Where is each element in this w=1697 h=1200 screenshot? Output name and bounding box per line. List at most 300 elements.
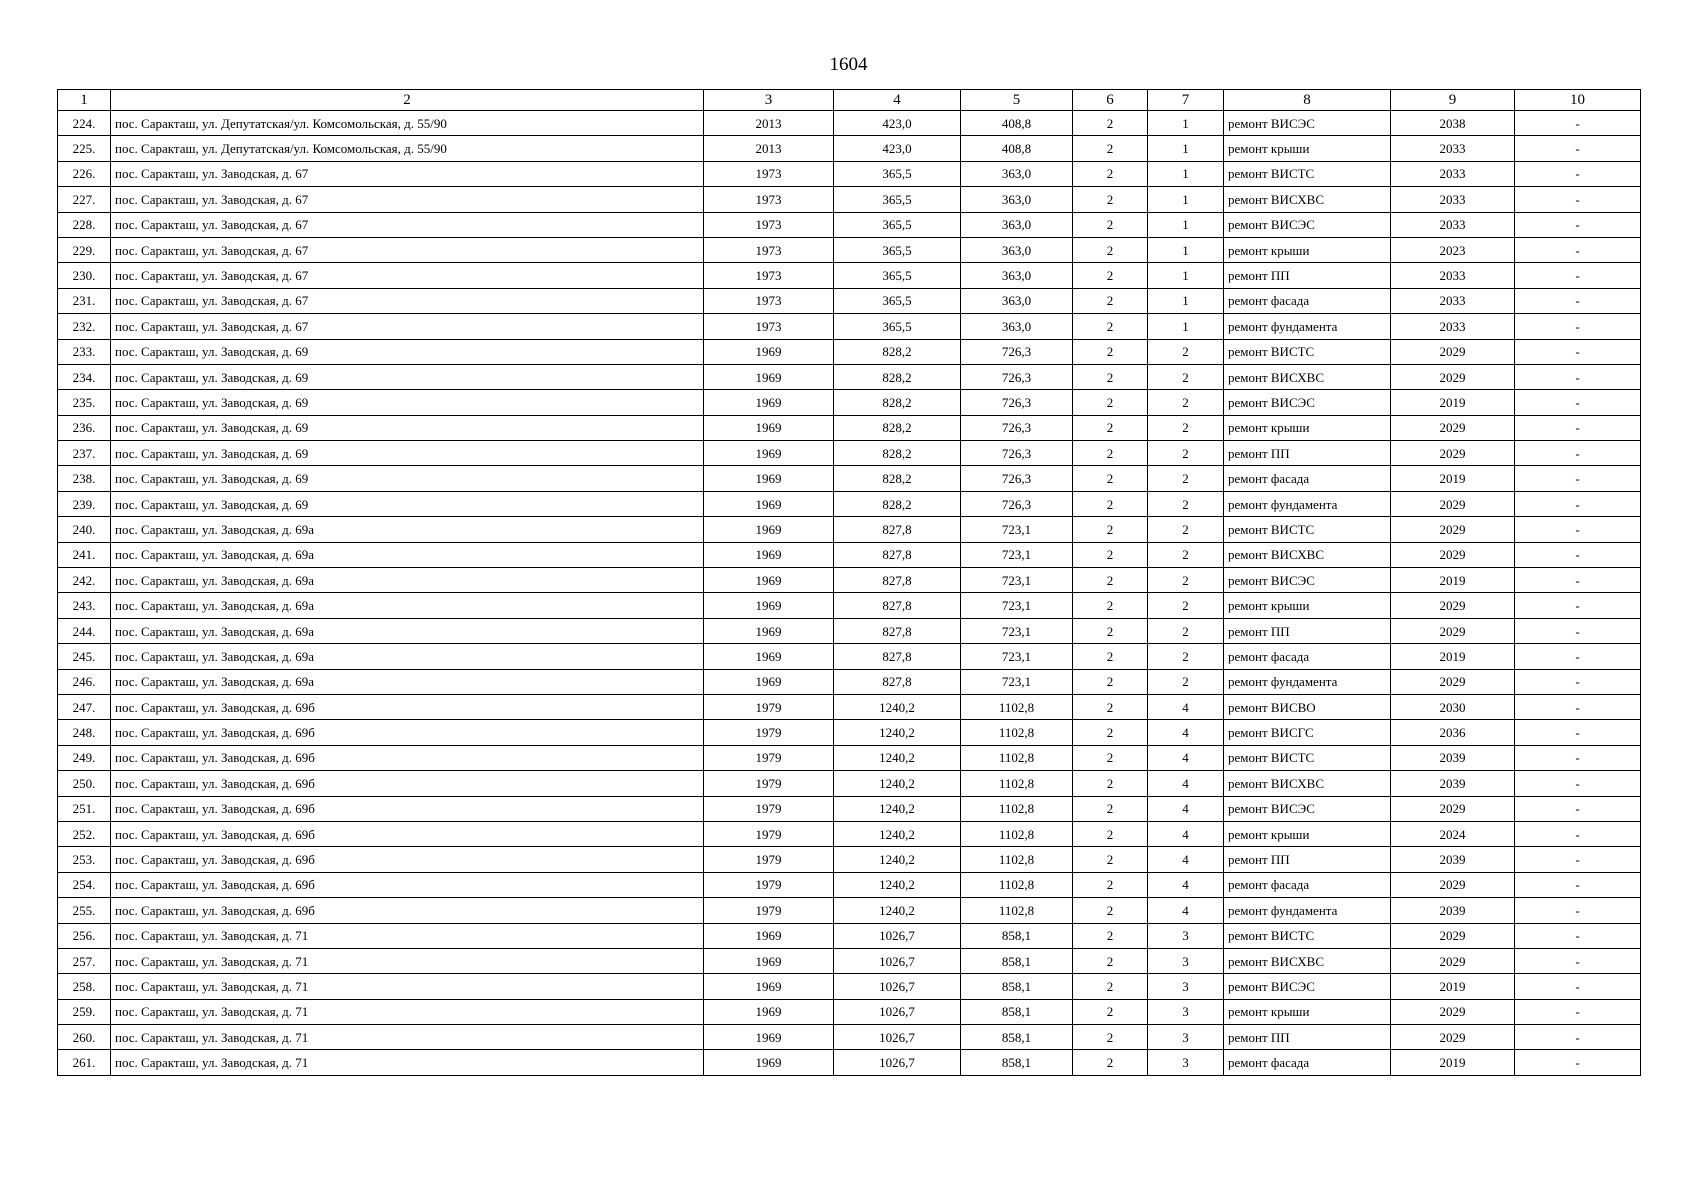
work-type-cell: ремонт ВИСТС bbox=[1224, 161, 1391, 186]
table-row bbox=[58, 517, 1641, 542]
entrances-cell: 4 bbox=[1148, 796, 1224, 821]
planned-year-cell: 2030 bbox=[1391, 694, 1515, 719]
living-area-cell: 408,8 bbox=[961, 111, 1073, 136]
address-cell: пос. Саракташ, ул. Заводская, д. 69 bbox=[111, 441, 704, 466]
living-area-cell: 1102,8 bbox=[961, 771, 1073, 796]
row-number: 259. bbox=[58, 999, 111, 1024]
table-row bbox=[58, 212, 1641, 237]
total-area-cell: 365,5 bbox=[834, 288, 961, 313]
address-cell: пос. Саракташ, ул. Заводская, д. 67 bbox=[111, 187, 704, 212]
work-type-cell: ремонт ВИСВО bbox=[1224, 694, 1391, 719]
year-cell: 2013 bbox=[704, 111, 834, 136]
total-area-cell: 828,2 bbox=[834, 491, 961, 516]
entrances-cell: 2 bbox=[1148, 466, 1224, 491]
table-row bbox=[58, 491, 1641, 516]
work-type-cell: ремонт фасада bbox=[1224, 1050, 1391, 1075]
total-area-cell: 365,5 bbox=[834, 161, 961, 186]
note-cell: - bbox=[1515, 720, 1641, 745]
entrances-cell: 2 bbox=[1148, 339, 1224, 364]
note-cell: - bbox=[1515, 542, 1641, 567]
year-cell: 1969 bbox=[704, 1050, 834, 1075]
entrances-cell: 4 bbox=[1148, 771, 1224, 796]
table-row bbox=[58, 669, 1641, 694]
planned-year-cell: 2019 bbox=[1391, 568, 1515, 593]
planned-year-cell: 2033 bbox=[1391, 288, 1515, 313]
entrances-cell: 2 bbox=[1148, 491, 1224, 516]
living-area-cell: 363,0 bbox=[961, 314, 1073, 339]
row-number: 225. bbox=[58, 136, 111, 161]
year-cell: 1969 bbox=[704, 466, 834, 491]
row-number: 228. bbox=[58, 212, 111, 237]
table-row bbox=[58, 288, 1641, 313]
floors-cell: 2 bbox=[1073, 111, 1148, 136]
total-area-cell: 1026,7 bbox=[834, 1025, 961, 1050]
row-number: 243. bbox=[58, 593, 111, 618]
living-area-cell: 858,1 bbox=[961, 1050, 1073, 1075]
address-cell: пос. Саракташ, ул. Заводская, д. 71 bbox=[111, 1050, 704, 1075]
table-body bbox=[58, 111, 1641, 1076]
floors-cell: 2 bbox=[1073, 974, 1148, 999]
year-cell: 1969 bbox=[704, 491, 834, 516]
note-cell: - bbox=[1515, 466, 1641, 491]
address-cell: пос. Саракташ, ул. Заводская, д. 71 bbox=[111, 999, 704, 1024]
work-type-cell: ремонт ВИСЭС bbox=[1224, 796, 1391, 821]
year-cell: 1973 bbox=[704, 288, 834, 313]
work-type-cell: ремонт ВИСТС bbox=[1224, 745, 1391, 770]
note-cell: - bbox=[1515, 948, 1641, 973]
floors-cell: 2 bbox=[1073, 542, 1148, 567]
planned-year-cell: 2033 bbox=[1391, 263, 1515, 288]
floors-cell: 2 bbox=[1073, 187, 1148, 212]
entrances-cell: 2 bbox=[1148, 644, 1224, 669]
floors-cell: 2 bbox=[1073, 771, 1148, 796]
total-area-cell: 365,5 bbox=[834, 263, 961, 288]
column-header: 1 bbox=[58, 90, 111, 111]
planned-year-cell: 2029 bbox=[1391, 517, 1515, 542]
planned-year-cell: 2024 bbox=[1391, 821, 1515, 846]
address-cell: пос. Саракташ, ул. Заводская, д. 69 bbox=[111, 415, 704, 440]
floors-cell: 2 bbox=[1073, 517, 1148, 542]
table-row bbox=[58, 694, 1641, 719]
floors-cell: 2 bbox=[1073, 263, 1148, 288]
table-row bbox=[58, 720, 1641, 745]
planned-year-cell: 2033 bbox=[1391, 314, 1515, 339]
note-cell: - bbox=[1515, 364, 1641, 389]
planned-year-cell: 2029 bbox=[1391, 593, 1515, 618]
table-row bbox=[58, 187, 1641, 212]
address-cell: пос. Саракташ, ул. Заводская, д. 69а bbox=[111, 618, 704, 643]
address-cell: пос. Саракташ, ул. Заводская, д. 69а bbox=[111, 542, 704, 567]
floors-cell: 2 bbox=[1073, 847, 1148, 872]
work-type-cell: ремонт фундамента bbox=[1224, 669, 1391, 694]
year-cell: 1969 bbox=[704, 923, 834, 948]
total-area-cell: 827,8 bbox=[834, 618, 961, 643]
total-area-cell: 827,8 bbox=[834, 542, 961, 567]
year-cell: 1979 bbox=[704, 872, 834, 897]
planned-year-cell: 2023 bbox=[1391, 237, 1515, 262]
floors-cell: 2 bbox=[1073, 948, 1148, 973]
work-type-cell: ремонт ПП bbox=[1224, 263, 1391, 288]
planned-year-cell: 2019 bbox=[1391, 1050, 1515, 1075]
column-header: 4 bbox=[834, 90, 961, 111]
year-cell: 1973 bbox=[704, 237, 834, 262]
table-row bbox=[58, 999, 1641, 1024]
table-row bbox=[58, 974, 1641, 999]
table-row bbox=[58, 364, 1641, 389]
year-cell: 1969 bbox=[704, 593, 834, 618]
work-type-cell: ремонт фасада bbox=[1224, 872, 1391, 897]
work-type-cell: ремонт ВИСЭС bbox=[1224, 111, 1391, 136]
living-area-cell: 723,1 bbox=[961, 568, 1073, 593]
entrances-cell: 2 bbox=[1148, 568, 1224, 593]
column-header: 8 bbox=[1224, 90, 1391, 111]
total-area-cell: 1026,7 bbox=[834, 974, 961, 999]
address-cell: пос. Саракташ, ул. Заводская, д. 67 bbox=[111, 161, 704, 186]
entrances-cell: 2 bbox=[1148, 415, 1224, 440]
entrances-cell: 4 bbox=[1148, 694, 1224, 719]
floors-cell: 2 bbox=[1073, 212, 1148, 237]
row-number: 227. bbox=[58, 187, 111, 212]
row-number: 231. bbox=[58, 288, 111, 313]
note-cell: - bbox=[1515, 187, 1641, 212]
work-type-cell: ремонт ВИСХВС bbox=[1224, 771, 1391, 796]
living-area-cell: 858,1 bbox=[961, 974, 1073, 999]
note-cell: - bbox=[1515, 517, 1641, 542]
row-number: 255. bbox=[58, 898, 111, 923]
planned-year-cell: 2033 bbox=[1391, 187, 1515, 212]
year-cell: 1979 bbox=[704, 694, 834, 719]
row-number: 251. bbox=[58, 796, 111, 821]
floors-cell: 2 bbox=[1073, 568, 1148, 593]
entrances-cell: 2 bbox=[1148, 669, 1224, 694]
work-type-cell: ремонт крыши bbox=[1224, 136, 1391, 161]
column-header: 9 bbox=[1391, 90, 1515, 111]
total-area-cell: 828,2 bbox=[834, 339, 961, 364]
entrances-cell: 4 bbox=[1148, 720, 1224, 745]
work-type-cell: ремонт ПП bbox=[1224, 1025, 1391, 1050]
floors-cell: 2 bbox=[1073, 999, 1148, 1024]
total-area-cell: 1240,2 bbox=[834, 898, 961, 923]
table-row bbox=[58, 466, 1641, 491]
total-area-cell: 1240,2 bbox=[834, 694, 961, 719]
work-type-cell: ремонт ВИСХВС bbox=[1224, 364, 1391, 389]
total-area-cell: 423,0 bbox=[834, 111, 961, 136]
year-cell: 1979 bbox=[704, 847, 834, 872]
year-cell: 1969 bbox=[704, 948, 834, 973]
note-cell: - bbox=[1515, 999, 1641, 1024]
total-area-cell: 828,2 bbox=[834, 441, 961, 466]
planned-year-cell: 2039 bbox=[1391, 847, 1515, 872]
entrances-cell: 1 bbox=[1148, 136, 1224, 161]
row-number: 242. bbox=[58, 568, 111, 593]
row-number: 249. bbox=[58, 745, 111, 770]
note-cell: - bbox=[1515, 847, 1641, 872]
work-type-cell: ремонт крыши bbox=[1224, 821, 1391, 846]
address-cell: пос. Саракташ, ул. Депутатская/ул. Комсомольская, д. 55/90 bbox=[111, 111, 704, 136]
table-row bbox=[58, 821, 1641, 846]
note-cell: - bbox=[1515, 593, 1641, 618]
living-area-cell: 363,0 bbox=[961, 263, 1073, 288]
address-cell: пос. Саракташ, ул. Заводская, д. 69б bbox=[111, 720, 704, 745]
year-cell: 1969 bbox=[704, 644, 834, 669]
total-area-cell: 828,2 bbox=[834, 364, 961, 389]
table-row bbox=[58, 390, 1641, 415]
total-area-cell: 1240,2 bbox=[834, 872, 961, 897]
note-cell: - bbox=[1515, 821, 1641, 846]
living-area-cell: 1102,8 bbox=[961, 847, 1073, 872]
total-area-cell: 1240,2 bbox=[834, 720, 961, 745]
planned-year-cell: 2029 bbox=[1391, 415, 1515, 440]
year-cell: 1969 bbox=[704, 1025, 834, 1050]
planned-year-cell: 2029 bbox=[1391, 339, 1515, 364]
address-cell: пос. Саракташ, ул. Заводская, д. 67 bbox=[111, 263, 704, 288]
total-area-cell: 365,5 bbox=[834, 314, 961, 339]
total-area-cell: 828,2 bbox=[834, 415, 961, 440]
floors-cell: 2 bbox=[1073, 415, 1148, 440]
table-row bbox=[58, 136, 1641, 161]
work-type-cell: ремонт ВИСХВС bbox=[1224, 187, 1391, 212]
entrances-cell: 4 bbox=[1148, 898, 1224, 923]
planned-year-cell: 2033 bbox=[1391, 212, 1515, 237]
page-number: 1604 bbox=[829, 54, 868, 75]
row-number: 250. bbox=[58, 771, 111, 796]
planned-year-cell: 2019 bbox=[1391, 644, 1515, 669]
row-number: 248. bbox=[58, 720, 111, 745]
floors-cell: 2 bbox=[1073, 593, 1148, 618]
entrances-cell: 3 bbox=[1148, 1025, 1224, 1050]
row-number: 230. bbox=[58, 263, 111, 288]
row-number: 241. bbox=[58, 542, 111, 567]
table-row bbox=[58, 237, 1641, 262]
work-type-cell: ремонт фундамента bbox=[1224, 314, 1391, 339]
row-number: 252. bbox=[58, 821, 111, 846]
year-cell: 1969 bbox=[704, 669, 834, 694]
year-cell: 2013 bbox=[704, 136, 834, 161]
year-cell: 1969 bbox=[704, 517, 834, 542]
year-cell: 1979 bbox=[704, 745, 834, 770]
note-cell: - bbox=[1515, 288, 1641, 313]
table-row bbox=[58, 872, 1641, 897]
column-header: 5 bbox=[961, 90, 1073, 111]
work-type-cell: ремонт фасада bbox=[1224, 466, 1391, 491]
address-cell: пос. Саракташ, ул. Заводская, д. 69 bbox=[111, 491, 704, 516]
table-row bbox=[58, 771, 1641, 796]
column-header: 7 bbox=[1148, 90, 1224, 111]
row-number: 256. bbox=[58, 923, 111, 948]
row-number: 247. bbox=[58, 694, 111, 719]
table-row bbox=[58, 1025, 1641, 1050]
floors-cell: 2 bbox=[1073, 796, 1148, 821]
work-type-cell: ремонт ПП bbox=[1224, 847, 1391, 872]
row-number: 253. bbox=[58, 847, 111, 872]
living-area-cell: 1102,8 bbox=[961, 898, 1073, 923]
total-area-cell: 1026,7 bbox=[834, 999, 961, 1024]
address-cell: пос. Саракташ, ул. Заводская, д. 69 bbox=[111, 339, 704, 364]
living-area-cell: 858,1 bbox=[961, 948, 1073, 973]
column-header: 10 bbox=[1515, 90, 1641, 111]
planned-year-cell: 2033 bbox=[1391, 136, 1515, 161]
entrances-cell: 2 bbox=[1148, 441, 1224, 466]
entrances-cell: 1 bbox=[1148, 161, 1224, 186]
note-cell: - bbox=[1515, 263, 1641, 288]
table-row bbox=[58, 314, 1641, 339]
planned-year-cell: 2029 bbox=[1391, 618, 1515, 643]
floors-cell: 2 bbox=[1073, 161, 1148, 186]
table-row bbox=[58, 898, 1641, 923]
table-row bbox=[58, 923, 1641, 948]
floors-cell: 2 bbox=[1073, 1025, 1148, 1050]
table-row bbox=[58, 415, 1641, 440]
address-cell: пос. Саракташ, ул. Заводская, д. 71 bbox=[111, 948, 704, 973]
living-area-cell: 858,1 bbox=[961, 1025, 1073, 1050]
living-area-cell: 723,1 bbox=[961, 542, 1073, 567]
year-cell: 1979 bbox=[704, 821, 834, 846]
row-number: 232. bbox=[58, 314, 111, 339]
table-row bbox=[58, 847, 1641, 872]
year-cell: 1979 bbox=[704, 771, 834, 796]
entrances-cell: 1 bbox=[1148, 263, 1224, 288]
entrances-cell: 1 bbox=[1148, 237, 1224, 262]
row-number: 233. bbox=[58, 339, 111, 364]
table-row bbox=[58, 568, 1641, 593]
planned-year-cell: 2029 bbox=[1391, 441, 1515, 466]
entrances-cell: 3 bbox=[1148, 923, 1224, 948]
floors-cell: 2 bbox=[1073, 390, 1148, 415]
living-area-cell: 1102,8 bbox=[961, 821, 1073, 846]
entrances-cell: 2 bbox=[1148, 593, 1224, 618]
row-number: 257. bbox=[58, 948, 111, 973]
entrances-cell: 4 bbox=[1148, 847, 1224, 872]
year-cell: 1969 bbox=[704, 542, 834, 567]
address-cell: пос. Саракташ, ул. Заводская, д. 69б bbox=[111, 694, 704, 719]
address-cell: пос. Саракташ, ул. Заводская, д. 69 bbox=[111, 466, 704, 491]
table-row bbox=[58, 948, 1641, 973]
living-area-cell: 726,3 bbox=[961, 441, 1073, 466]
entrances-cell: 1 bbox=[1148, 187, 1224, 212]
work-type-cell: ремонт крыши bbox=[1224, 999, 1391, 1024]
table-row bbox=[58, 1050, 1641, 1075]
address-cell: пос. Саракташ, ул. Заводская, д. 69б bbox=[111, 745, 704, 770]
living-area-cell: 1102,8 bbox=[961, 720, 1073, 745]
row-number: 226. bbox=[58, 161, 111, 186]
living-area-cell: 723,1 bbox=[961, 669, 1073, 694]
note-cell: - bbox=[1515, 771, 1641, 796]
entrances-cell: 2 bbox=[1148, 517, 1224, 542]
year-cell: 1969 bbox=[704, 618, 834, 643]
total-area-cell: 1240,2 bbox=[834, 745, 961, 770]
planned-year-cell: 2029 bbox=[1391, 542, 1515, 567]
living-area-cell: 363,0 bbox=[961, 161, 1073, 186]
planned-year-cell: 2038 bbox=[1391, 111, 1515, 136]
planned-year-cell: 2029 bbox=[1391, 491, 1515, 516]
total-area-cell: 1026,7 bbox=[834, 923, 961, 948]
total-area-cell: 1240,2 bbox=[834, 821, 961, 846]
floors-cell: 2 bbox=[1073, 491, 1148, 516]
floors-cell: 2 bbox=[1073, 314, 1148, 339]
year-cell: 1973 bbox=[704, 212, 834, 237]
address-cell: пос. Саракташ, ул. Заводская, д. 69а bbox=[111, 517, 704, 542]
address-cell: пос. Саракташ, ул. Заводская, д. 69б bbox=[111, 771, 704, 796]
work-type-cell: ремонт ВИСЭС bbox=[1224, 568, 1391, 593]
planned-year-cell: 2029 bbox=[1391, 669, 1515, 694]
address-cell: пос. Саракташ, ул. Заводская, д. 71 bbox=[111, 1025, 704, 1050]
work-type-cell: ремонт фундамента bbox=[1224, 898, 1391, 923]
floors-cell: 2 bbox=[1073, 1050, 1148, 1075]
planned-year-cell: 2029 bbox=[1391, 364, 1515, 389]
floors-cell: 2 bbox=[1073, 745, 1148, 770]
living-area-cell: 726,3 bbox=[961, 364, 1073, 389]
floors-cell: 2 bbox=[1073, 441, 1148, 466]
note-cell: - bbox=[1515, 415, 1641, 440]
note-cell: - bbox=[1515, 339, 1641, 364]
total-area-cell: 827,8 bbox=[834, 517, 961, 542]
work-type-cell: ремонт ВИСТС bbox=[1224, 339, 1391, 364]
floors-cell: 2 bbox=[1073, 136, 1148, 161]
year-cell: 1973 bbox=[704, 314, 834, 339]
floors-cell: 2 bbox=[1073, 237, 1148, 262]
note-cell: - bbox=[1515, 111, 1641, 136]
note-cell: - bbox=[1515, 694, 1641, 719]
note-cell: - bbox=[1515, 161, 1641, 186]
year-cell: 1979 bbox=[704, 720, 834, 745]
address-cell: пос. Саракташ, ул. Заводская, д. 69б bbox=[111, 847, 704, 872]
work-type-cell: ремонт ВИСТС bbox=[1224, 923, 1391, 948]
entrances-cell: 3 bbox=[1148, 948, 1224, 973]
planned-year-cell: 2029 bbox=[1391, 999, 1515, 1024]
address-cell: пос. Саракташ, ул. Заводская, д. 69 bbox=[111, 390, 704, 415]
living-area-cell: 363,0 bbox=[961, 288, 1073, 313]
note-cell: - bbox=[1515, 923, 1641, 948]
address-cell: пос. Саракташ, ул. Заводская, д. 67 bbox=[111, 212, 704, 237]
work-type-cell: ремонт ВИСЭС bbox=[1224, 390, 1391, 415]
planned-year-cell: 2029 bbox=[1391, 1025, 1515, 1050]
living-area-cell: 363,0 bbox=[961, 212, 1073, 237]
living-area-cell: 723,1 bbox=[961, 644, 1073, 669]
note-cell: - bbox=[1515, 669, 1641, 694]
entrances-cell: 2 bbox=[1148, 364, 1224, 389]
note-cell: - bbox=[1515, 390, 1641, 415]
living-area-cell: 1102,8 bbox=[961, 872, 1073, 897]
floors-cell: 2 bbox=[1073, 288, 1148, 313]
work-type-cell: ремонт крыши bbox=[1224, 593, 1391, 618]
address-cell: пос. Саракташ, ул. Заводская, д. 67 bbox=[111, 288, 704, 313]
floors-cell: 2 bbox=[1073, 821, 1148, 846]
address-cell: пос. Саракташ, ул. Заводская, д. 69б bbox=[111, 898, 704, 923]
floors-cell: 2 bbox=[1073, 872, 1148, 897]
table-row bbox=[58, 644, 1641, 669]
living-area-cell: 1102,8 bbox=[961, 745, 1073, 770]
total-area-cell: 365,5 bbox=[834, 187, 961, 212]
note-cell: - bbox=[1515, 441, 1641, 466]
entrances-cell: 2 bbox=[1148, 618, 1224, 643]
row-number: 238. bbox=[58, 466, 111, 491]
entrances-cell: 1 bbox=[1148, 288, 1224, 313]
address-cell: пос. Саракташ, ул. Заводская, д. 67 bbox=[111, 314, 704, 339]
row-number: 224. bbox=[58, 111, 111, 136]
planned-year-cell: 2029 bbox=[1391, 872, 1515, 897]
work-type-cell: ремонт крыши bbox=[1224, 415, 1391, 440]
work-type-cell: ремонт ВИСТС bbox=[1224, 517, 1391, 542]
row-number: 246. bbox=[58, 669, 111, 694]
row-number: 229. bbox=[58, 237, 111, 262]
work-type-cell: ремонт ВИСХВС bbox=[1224, 948, 1391, 973]
planned-year-cell: 2019 bbox=[1391, 466, 1515, 491]
entrances-cell: 1 bbox=[1148, 212, 1224, 237]
total-area-cell: 1240,2 bbox=[834, 796, 961, 821]
row-number: 254. bbox=[58, 872, 111, 897]
year-cell: 1969 bbox=[704, 441, 834, 466]
address-cell: пос. Саракташ, ул. Депутатская/ул. Комсомольская, д. 55/90 bbox=[111, 136, 704, 161]
